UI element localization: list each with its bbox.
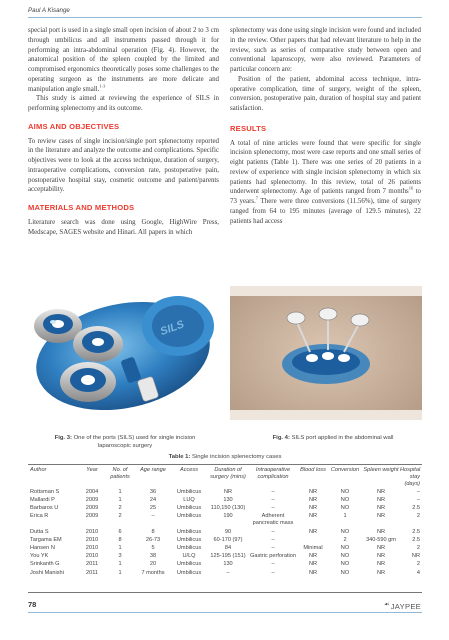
table-cell: 340-590 gm (366, 536, 396, 543)
table-cell: 38 (149, 553, 157, 560)
table-cell: 24 (149, 496, 157, 503)
section-heading-aims: AIMS AND OBJECTIVES (28, 121, 120, 131)
table-cell: – (416, 488, 420, 495)
column-header: No. of patients (110, 467, 130, 481)
table-cell: 90 (224, 528, 232, 535)
table-cell: Umbilicus (176, 513, 202, 520)
table-cell: Hansen N (30, 545, 55, 552)
table-row (28, 553, 422, 561)
table-cell: NO (340, 569, 350, 576)
table-cell: 2009 (85, 505, 99, 512)
sils-port-illustration (28, 286, 220, 420)
column-header: Conversion (330, 467, 360, 473)
table-cell: LUQ (183, 496, 195, 503)
section-heading-methods: MATERIALS AND METHODS (28, 203, 135, 212)
table-cell: 2010 (85, 536, 99, 543)
column-header: Hospital stay (days) (400, 467, 421, 488)
svg-text:SILS: SILS (158, 318, 186, 339)
column-header: Year (86, 467, 98, 473)
table-cell: 1 (118, 496, 122, 503)
table-cell: NR (223, 488, 233, 495)
figure-sils-port (28, 286, 220, 420)
table-cell: 2009 (85, 496, 99, 503)
right-paragraph-1: splenectomy was done using single incision were found and included in the review. Other papers that had relevant literature to help in the review, such as series of comparative study between open and conventional laparoscopy, were also reviewed. Parameters of particular concern are: (230, 27, 421, 73)
table-cell (298, 537, 328, 545)
table-cell: 130 (223, 496, 233, 503)
column-header: Blood loss (300, 467, 326, 473)
table-cell: – (271, 561, 275, 568)
table-cell: NR (308, 488, 318, 495)
table-row (28, 497, 422, 505)
table-cell: Dutta S (30, 528, 49, 535)
table-cell: 1 (118, 488, 122, 495)
table-cell: 190 (223, 513, 233, 520)
methods-paragraph: Literature search was done using Google, HighWire Press, Medscape, SAGES website and Hinari. All papers in which (28, 218, 219, 236)
table-cell: NR (376, 561, 386, 568)
table-header-row (28, 467, 422, 489)
table-cell: NR (308, 496, 318, 503)
table-cell: 7 months (141, 569, 165, 576)
table-cell: – (271, 545, 275, 552)
abdominal-wall-photo (230, 286, 422, 420)
table-cell: – (271, 569, 275, 576)
figure-sils-port-abdomen (230, 286, 422, 420)
page-number: 78 (28, 600, 37, 609)
table-cell: NO (340, 561, 350, 568)
table-cell: – (271, 488, 275, 495)
column-header: Author (30, 467, 47, 473)
table-cell: 4 (416, 569, 420, 576)
table-row (28, 529, 422, 537)
table-cell: 8 (151, 528, 155, 535)
publisher-logo: ☙JAYPEE (384, 602, 422, 611)
table-cell: Umbilicus (176, 561, 202, 568)
left-paragraph-2: This study is aimed at reviewing the experience of SILS in performing splenectomy and its outcome. (28, 95, 219, 112)
table-cell: Umbilicus (176, 569, 202, 576)
table-cell: 84 (224, 545, 232, 552)
table-cell: 1 (118, 569, 122, 576)
figure-4-caption: Fig. 4: SILS port applied in the abdominal wall (272, 435, 394, 441)
table-cell: NO (340, 553, 350, 560)
table-cell: NR (308, 528, 318, 535)
right-paragraph-2: Position of the patient, abdominal access technique, intra-operative complication, time of surgery, weight of the spleen, conversion, postoperative pain, duration of hospital stay and patient satisfaction. (230, 75, 421, 112)
table-cell: 2 (416, 545, 420, 552)
table-cell: 1 (118, 561, 122, 568)
table-cell: 2010 (85, 553, 99, 560)
table-cell: 130 (223, 561, 233, 568)
table-cell: U/LQ (182, 553, 196, 560)
table-cell: NO (340, 528, 350, 535)
table-cell: – (271, 505, 275, 512)
figure-3-caption: Fig. 3: One of the ports (SILS) used for single incision laparoscopic surgery (54, 435, 196, 449)
column-header: Access (179, 467, 199, 473)
table-cell: NR (411, 553, 420, 560)
table-cell: NO (340, 505, 350, 512)
table-cell: 2.5 (412, 505, 420, 512)
table-cell: NR (376, 513, 386, 520)
table-row (28, 545, 422, 553)
table-cell: NO (340, 488, 350, 495)
table-cell: Barbaros U (30, 505, 59, 512)
table-cell: 2 (416, 561, 420, 568)
table-cell: NO (340, 545, 350, 552)
header-rule (28, 17, 422, 18)
table-cell: 26-73 (145, 536, 161, 543)
table-cell: Umbilicus (176, 536, 202, 543)
table-cell: – (416, 496, 420, 503)
table-cell: Targama EM (30, 536, 62, 543)
table-cell: 36 (149, 488, 157, 495)
table-cell: 125-195 (151) (210, 553, 246, 560)
table-cell: 1 (118, 545, 122, 552)
right-column (230, 26, 421, 226)
left-paragraph-1: special port is used in a single small open incision of about 2 to 3 cm through umbilicus and all instruments passed through it for performing an intra-abdominal operation (Fig. 4). However, the anatomical position of the spleen coupled by the limited and compromised ergonomics theoretically poses some challenges to the operating surgeon as the instruments are more delicate and manipulation angle small.$^{1-3}$ (28, 27, 219, 93)
table-cell: 2011 (85, 569, 99, 576)
table-cell: 2 (118, 513, 122, 520)
table-cell: 2 (343, 536, 347, 543)
table-cell: 2 (118, 505, 122, 512)
table-cell: 2.5 (412, 528, 420, 535)
table-cell: Adherent pancreatic mass (252, 513, 294, 527)
table-cell: NR (376, 545, 386, 552)
table-cell: NR (308, 569, 318, 576)
table-cell: 2 (416, 513, 420, 520)
table-cell: NR (376, 488, 386, 495)
table-cell: NR (376, 528, 386, 535)
table-cell: Gastric perforation (249, 553, 296, 560)
column-header: Duration of surgery (mins) (210, 467, 246, 481)
table-cell: 2004 (85, 488, 99, 495)
table-cell: NR (376, 569, 386, 576)
table-cell: Umbilicus (176, 488, 202, 495)
table-cell: 110,150 (130) (210, 505, 246, 512)
table-cell: 20 (149, 561, 157, 568)
table-cell: – (271, 536, 275, 543)
table-cell: Umbilicus (176, 545, 202, 552)
table-cell: Umbilicus (176, 505, 202, 512)
table-bottom-rule (28, 592, 422, 593)
table-cell: 1 (343, 513, 347, 520)
footer-rule (28, 612, 422, 613)
table-title: Table 1: Single incision splenectomy cases (168, 454, 282, 460)
table-row (28, 570, 422, 578)
table-cell: Erica R (30, 513, 49, 520)
table-cell: NR (376, 496, 386, 503)
table-cell: 2.5 (412, 536, 420, 543)
table-cell: Srinkanth G (30, 561, 60, 568)
column-header: Spleen weight (363, 467, 399, 473)
table-cell: 2009 (85, 513, 99, 520)
column-header: Age range (140, 467, 166, 473)
running-header-author: Paul A Kisange (28, 7, 70, 14)
table-row (28, 505, 422, 513)
table-cell: Joshi Manishi (30, 569, 64, 576)
table-cell: NR (308, 561, 318, 568)
table-row (28, 561, 422, 569)
table-cell: 2010 (85, 528, 99, 535)
table-cell: Umbilicus (176, 528, 202, 535)
splenectomy-cases-table (28, 467, 422, 578)
table-cell: NR (308, 505, 318, 512)
section-heading-results: RESULTS (230, 123, 267, 133)
table-cell: – (271, 528, 275, 535)
table-cell: NR (376, 553, 386, 560)
table-cell: 6 (118, 528, 122, 535)
column-header: Intraoperative complication (255, 467, 291, 481)
table-cell: NO (340, 496, 350, 503)
table-cell: – (151, 513, 155, 520)
table-cell: 2010 (85, 545, 99, 552)
table-cell: 3 (118, 553, 122, 560)
left-column (28, 26, 219, 237)
table-cell: NR (308, 513, 318, 520)
table-cell: 5 (151, 545, 155, 552)
table-cell: You YK (30, 553, 49, 560)
table-cell: Mallardi P (30, 496, 55, 503)
table-cell: NR (376, 505, 386, 512)
table-cell: – (226, 569, 230, 576)
table-row (28, 513, 422, 528)
table-cell: 60-170 (97) (213, 536, 243, 543)
table-cell: Rottsman S (30, 488, 60, 495)
table-cell: 8 (118, 536, 122, 543)
table-body (28, 489, 422, 578)
citation-superscript: 1-3 (99, 83, 106, 89)
table-cell: Minimal (303, 545, 323, 552)
table-row (28, 489, 422, 497)
table-cell: – (271, 496, 275, 503)
table-row (28, 537, 422, 545)
aims-paragraph: To review cases of single incision/single port splenectomy reported in the literature and analyze the outcome and complications. Specific objectives were to look at the access technique, duration of surgery, intraoperative complications, conversion rate, postoperative pain, postoperative hospital stay, cosmetic outcome and patient/parents acceptability. (28, 137, 219, 194)
results-paragraph: A total of nine articles were found that were specific for single incision splenectomy, most were case reports and one small series of eight patients (Table 1). There was one series of 20 patients in a review of experience with single incision splenectomy in which six patients had splenectomy. In this review, total of 26 patients underwent splenectomy. Age of patients ranged from 7 months$^{16}$ to 73 years.$^7$ There were three conversions (11.56%), time of surgery ranged from 64 to 195 minutes (average of 129.5 minutes), 22 patients had access (230, 139, 422, 225)
publisher-mark-icon: ☙ (384, 602, 390, 608)
table-cell: 25 (149, 505, 157, 512)
table-top-rule (28, 464, 422, 465)
table-cell: 2011 (85, 561, 99, 568)
table-cell: NR (308, 553, 318, 560)
